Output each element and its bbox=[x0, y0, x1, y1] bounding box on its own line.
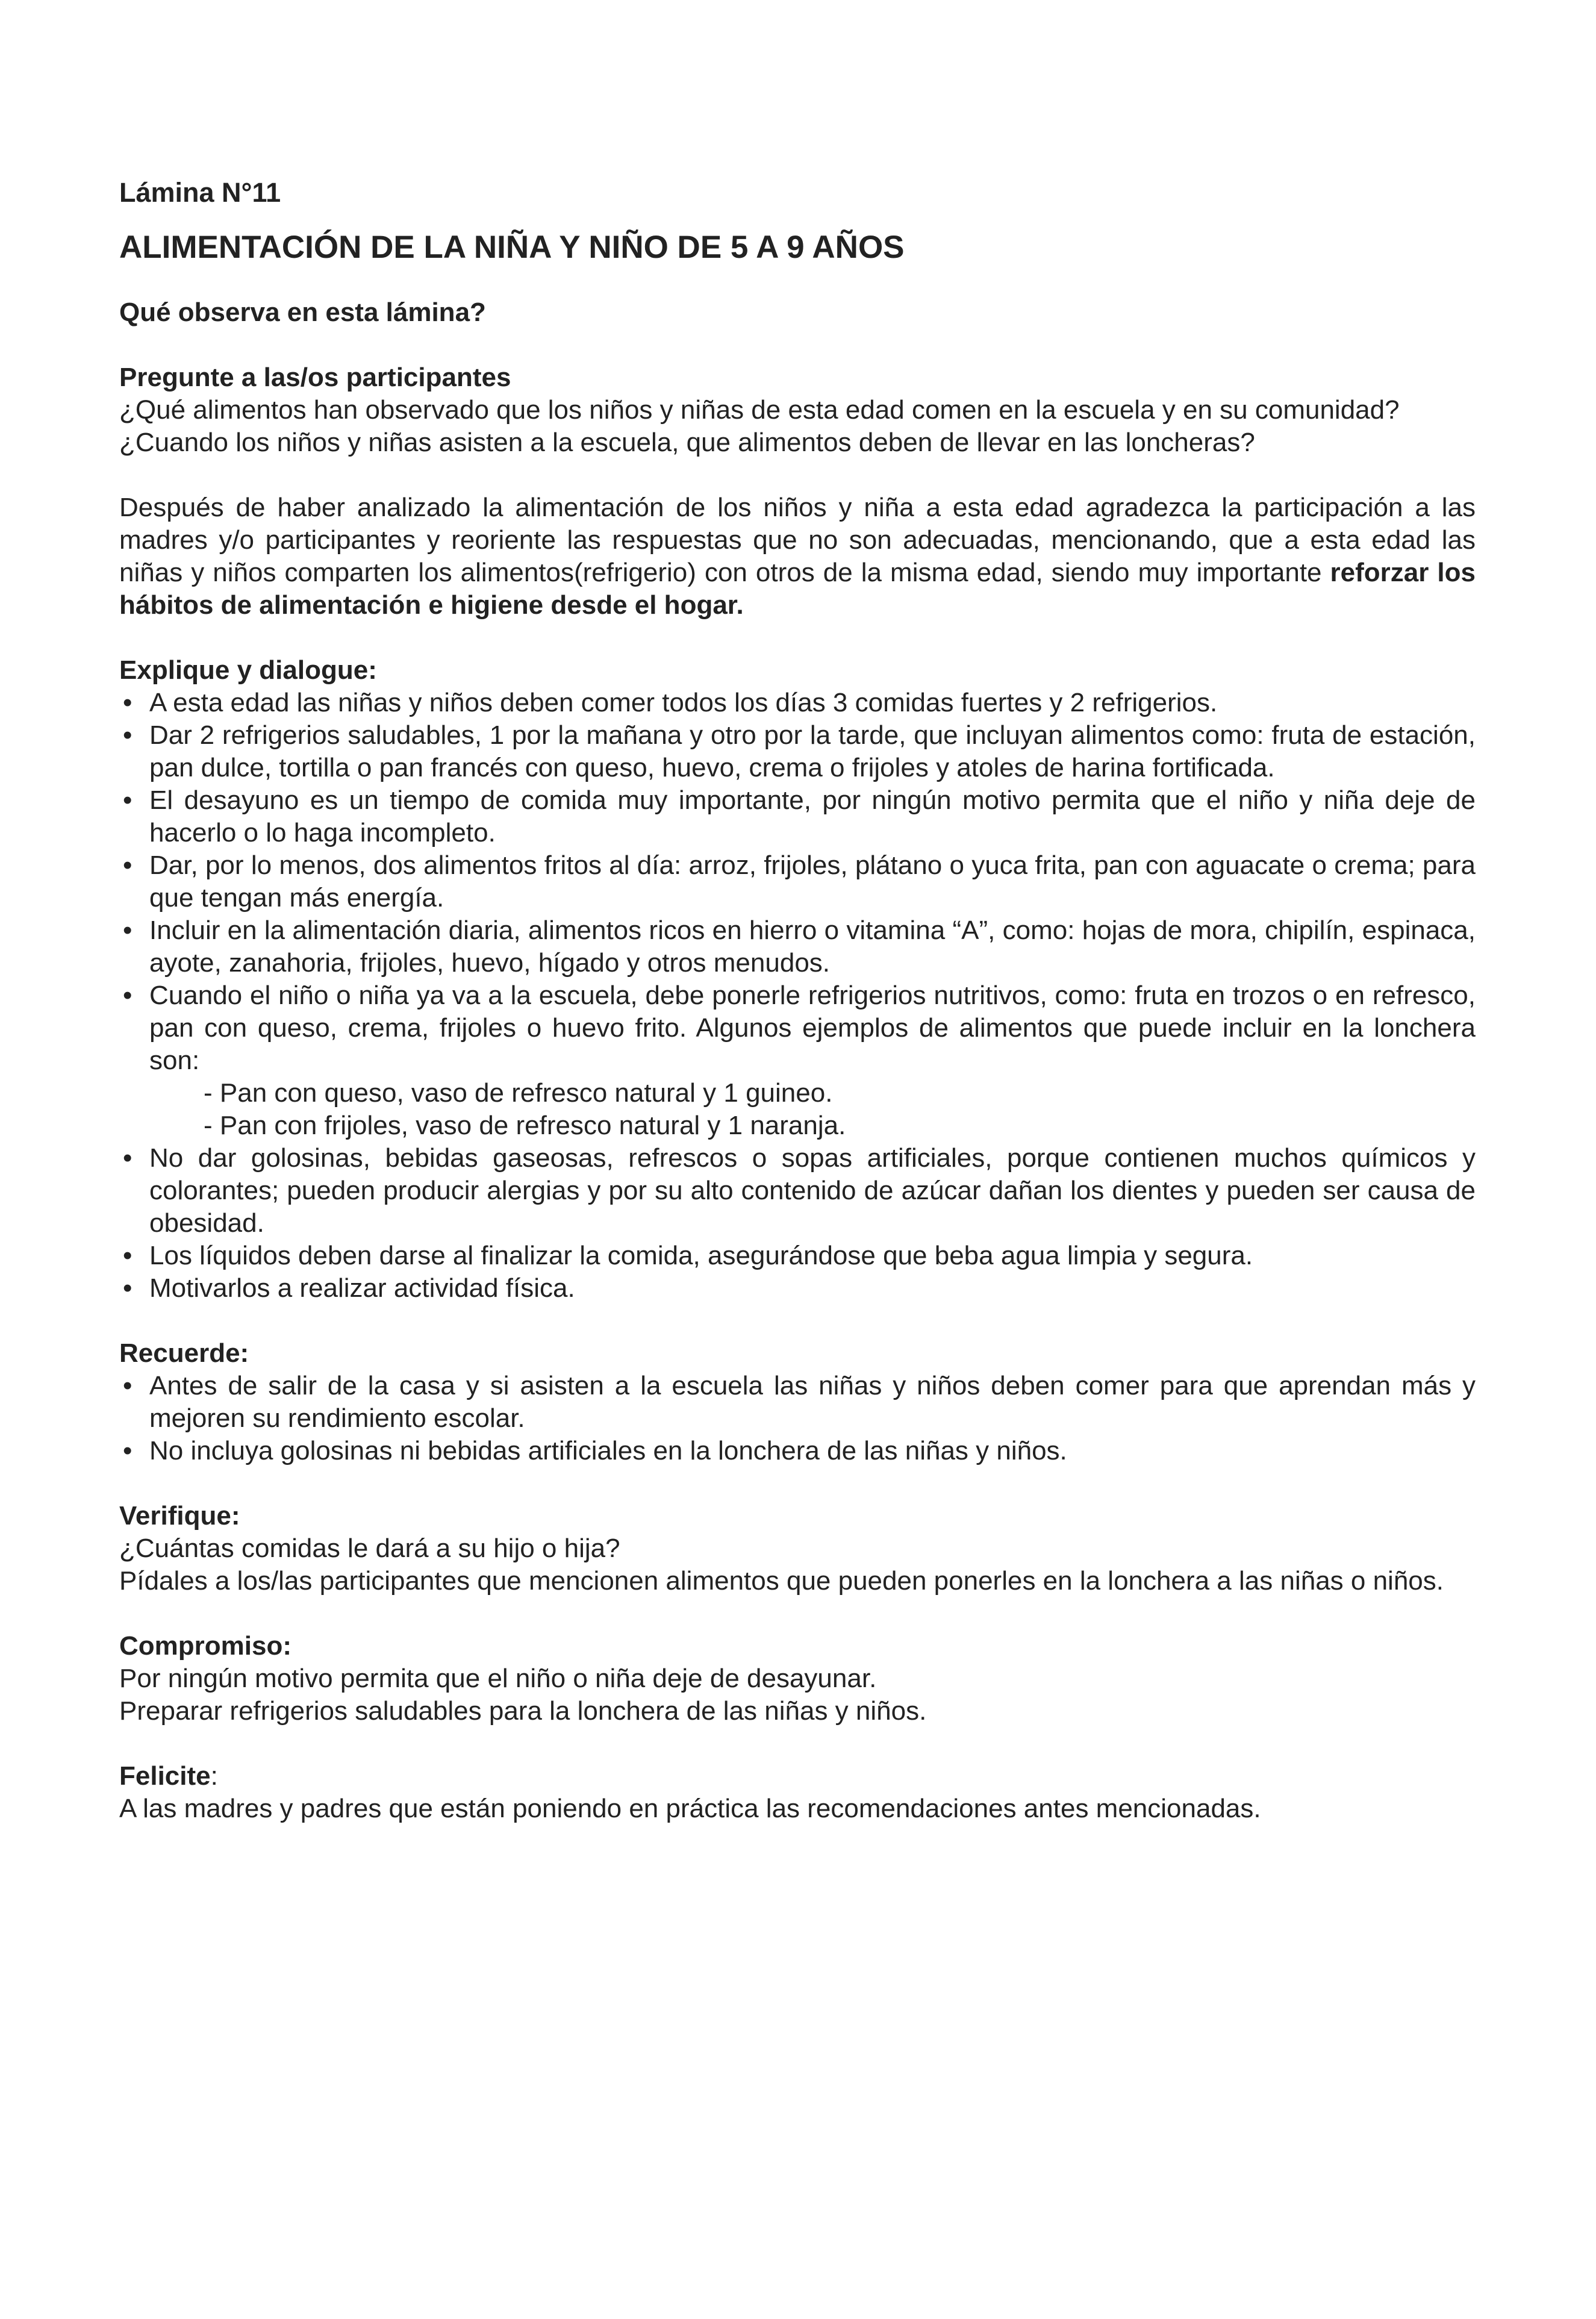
bullet-icon: • bbox=[123, 851, 132, 880]
list-item bbox=[119, 719, 1476, 784]
lonchera-example: - Pan con frijoles, vaso de refresco natural y 1 naranja. bbox=[204, 1111, 846, 1140]
observe-section bbox=[119, 296, 1476, 329]
list-item bbox=[119, 784, 1476, 849]
verifique-section bbox=[119, 1500, 1476, 1597]
compromiso-heading: Compromiso: bbox=[119, 1631, 291, 1661]
explique-section bbox=[119, 654, 1476, 1305]
list-item bbox=[119, 979, 1476, 1142]
pregunte-question: ¿Qué alimentos han observado que los niños y niñas de esta edad comen en la escuela y en su comunidad? bbox=[119, 395, 1400, 425]
despues-section bbox=[119, 492, 1476, 622]
list-item-text: A esta edad las niñas y niños deben comer todos los días 3 comidas fuertes y 2 refrigerios. bbox=[149, 688, 1218, 717]
list-item bbox=[119, 1142, 1476, 1240]
bullet-icon: • bbox=[123, 1241, 132, 1270]
observe-question: Qué observa en esta lámina? bbox=[119, 298, 486, 327]
list-item bbox=[119, 849, 1476, 914]
bullet-icon: • bbox=[123, 1143, 132, 1173]
bullet-icon: • bbox=[123, 981, 132, 1010]
list-item-text: Dar, por lo menos, dos alimentos fritos al día: arroz, frijoles, plátano o yuca frita, pan con aguacate o crema; para que tengan más energía. bbox=[149, 851, 1476, 913]
felicite-section bbox=[119, 1760, 1476, 1825]
pregunte-heading: Pregunte a las/os participantes bbox=[119, 363, 511, 392]
verifique-heading: Verifique: bbox=[119, 1501, 240, 1531]
list-item bbox=[119, 687, 1476, 719]
bullet-icon: • bbox=[123, 1436, 132, 1465]
list-item-text: No incluya golosinas ni bebidas artificiales en la lonchera de las niñas y niños. bbox=[149, 1436, 1067, 1465]
list-item-text: No dar golosinas, bebidas gaseosas, refrescos o sopas artificiales, porque contienen muchos químicos y colorantes; pueden producir alergias y por su alto contenido de azúcar dañan los dientes y pueden ser causa de obesidad. bbox=[149, 1143, 1476, 1238]
list-item bbox=[119, 1435, 1476, 1467]
list-item-text: El desayuno es un tiempo de comida muy importante, por ningún motivo permita que el niño y niña deje de hacerlo o lo haga incompleto. bbox=[149, 785, 1476, 847]
recuerde-section bbox=[119, 1337, 1476, 1467]
list-item-text: Cuando el niño o niña ya va a la escuela, debe ponerle refrigerios nutritivos, como: fruta en trozos o en refresco, pan con queso, crema, frijoles o huevo frito. Algunos ejemplos de alimentos que puede incluir en la lonchera son: bbox=[149, 981, 1476, 1075]
explique-heading: Explique y dialogue: bbox=[119, 655, 377, 685]
lonchera-example: - Pan con queso, vaso de refresco natural y 1 guineo. bbox=[204, 1078, 833, 1108]
list-item bbox=[119, 914, 1476, 979]
list-item bbox=[119, 1370, 1476, 1435]
bullet-icon: • bbox=[123, 1371, 132, 1400]
list-item-text: Incluir en la alimentación diaria, alimentos ricos en hierro o vitamina “A”, como: hojas de mora, chipilín, espinaca, ayote, zanahoria, frijoles, huevo, hígado y otros menudos. bbox=[149, 916, 1476, 978]
recuerde-heading: Recuerde: bbox=[119, 1338, 249, 1368]
bullet-icon: • bbox=[123, 720, 132, 750]
felicite-text: A las madres y padres que están poniendo en práctica las recomendaciones antes mencionadas. bbox=[119, 1794, 1261, 1823]
compromiso-line: Por ningún motivo permita que el niño o niña deje de desayunar. bbox=[119, 1664, 877, 1693]
despues-bold-text: reforzar los hábitos de alimentación e higiene desde el hogar. bbox=[119, 558, 1476, 620]
recuerde-list bbox=[119, 1370, 1476, 1467]
felicite-heading-row bbox=[119, 1760, 1476, 1793]
list-item bbox=[119, 1272, 1476, 1305]
bullet-icon: • bbox=[123, 916, 132, 945]
pregunte-section bbox=[119, 361, 1476, 459]
despues-text: Después de haber analizado la alimentación de los niños y niña a esta edad agradezca la participación a las madres y/o participantes y reoriente las respuestas que no son adecuadas, mencionando, que a esta edad las niñas y niños comparten los alimentos(refrigerio) con otros de la misma edad, siendo muy importante bbox=[119, 493, 1476, 587]
compromiso-line: Preparar refrigerios saludables para la lonchera de las niñas y niños. bbox=[119, 1696, 927, 1726]
verifique-line: ¿Cuántas comidas le dará a su hijo o hija? bbox=[119, 1534, 620, 1563]
lamina-number: Lámina N°11 bbox=[119, 177, 281, 208]
felicite-heading-colon: : bbox=[210, 1761, 218, 1791]
despues-paragraph bbox=[119, 492, 1476, 622]
list-item-text: Motivarlos a realizar actividad física. bbox=[149, 1273, 575, 1303]
compromiso-section bbox=[119, 1630, 1476, 1728]
list-item bbox=[119, 1240, 1476, 1272]
document-page bbox=[119, 175, 1476, 1858]
pregunte-question: ¿Cuando los niños y niñas asisten a la escuela, que alimentos deben de llevar en las loncheras? bbox=[119, 428, 1255, 457]
bullet-icon: • bbox=[123, 688, 132, 717]
bullet-icon: • bbox=[123, 785, 132, 815]
list-item-text: Antes de salir de la casa y si asisten a la escuela las niñas y niños deben comer para que aprendan más y mejoren su rendimiento escolar. bbox=[149, 1371, 1476, 1433]
list-item-text: Dar 2 refrigerios saludables, 1 por la mañana y otro por la tarde, que incluyan alimentos como: fruta de estación, pan dulce, tortilla o pan francés con queso, huevo, crema o frijoles y atoles de harina fortificada. bbox=[149, 720, 1476, 782]
bullet-icon: • bbox=[123, 1273, 132, 1303]
document-title: ALIMENTACIÓN DE LA NIÑA Y NIÑO DE 5 A 9 AÑOS bbox=[119, 229, 905, 265]
felicite-heading: Felicite bbox=[119, 1761, 211, 1791]
list-item-text: Los líquidos deben darse al finalizar la comida, asegurándose que beba agua limpia y segura. bbox=[149, 1241, 1253, 1270]
explique-list bbox=[119, 687, 1476, 1305]
verifique-line: Pídales a los/las participantes que mencionen alimentos que pueden ponerles en la lonchera a las niñas o niños. bbox=[119, 1566, 1444, 1596]
